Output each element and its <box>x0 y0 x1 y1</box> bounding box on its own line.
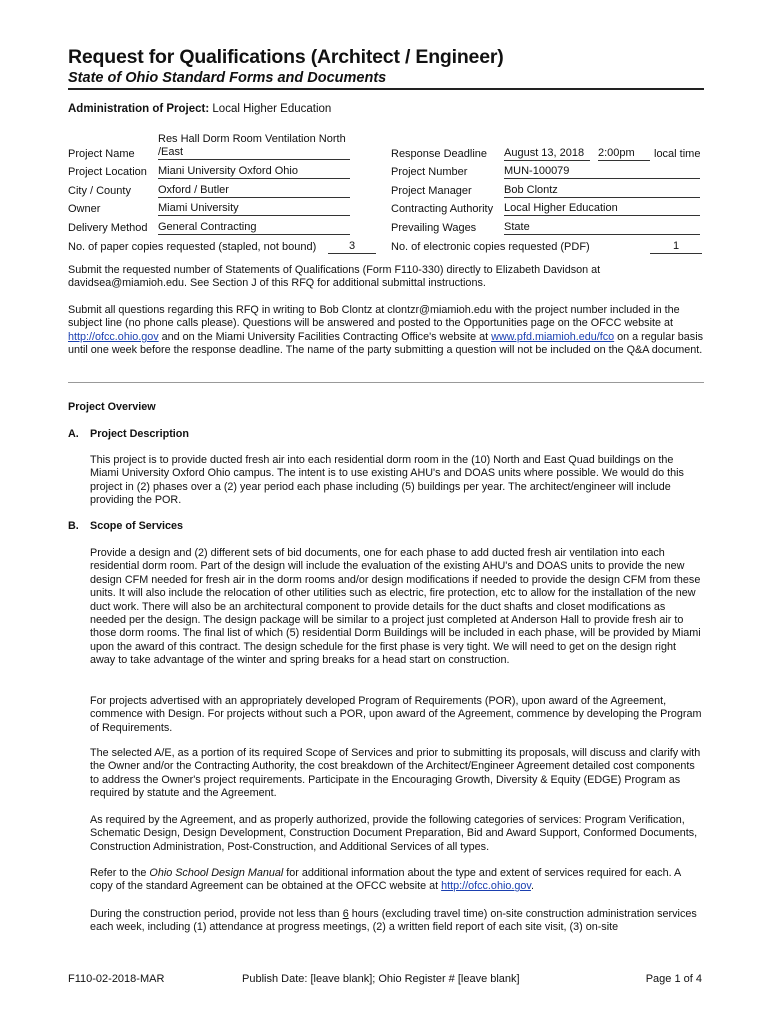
project-name-label: Project Name <box>68 148 135 160</box>
project-location-label: Project Location <box>68 166 147 178</box>
prevailing-wages-label: Prevailing Wages <box>391 222 477 234</box>
paper-copies-value: 3 <box>328 240 376 254</box>
project-location-value: Miani University Oxford Ohio <box>158 165 350 179</box>
response-deadline-label: Response Deadline <box>391 148 488 160</box>
section-b-marker: B. <box>68 520 79 532</box>
city-county-label: City / County <box>68 185 131 197</box>
submission-paragraph: Submit the requested number of Statements of Qualifications (Form F110-330) directly to Elizabeth Davidson at davidsea@miamioh.edu. See Section J of this RFQ for additional submittal instructions. <box>68 264 601 290</box>
footer-publish-info: Publish Date: [leave blank]; Ohio Register # [leave blank] <box>242 973 520 985</box>
project-name-value-line1: Res Hall Dorm Room Ventilation North <box>158 133 346 145</box>
section-a-heading: Project Description <box>90 428 189 440</box>
prevailing-wages-value: State <box>504 221 700 235</box>
scope-paragraph-2: For projects advertised with an appropriately developed Program of Requirements (POR), upon award of the Agreement, commence with Design. For projects without such a POR, upon award of the Agreement, commence by developing the Program of Requirements. <box>90 695 702 734</box>
onsite-hours-value: 6 <box>342 908 349 920</box>
scope-paragraph-6 <box>90 908 702 935</box>
response-deadline-date: August 13, 2018 <box>504 147 590 161</box>
admin-label: Administration of Project: <box>68 103 210 115</box>
delivery-method-label: Delivery Method <box>68 222 148 234</box>
contracting-authority-label: Contracting Authority <box>391 203 494 215</box>
ofcc-website-link[interactable]: http://ofcc.ohio.gov <box>68 330 159 343</box>
electronic-copies-label: No. of electronic copies requested (PDF) <box>391 241 590 253</box>
owner-label: Owner <box>68 203 101 215</box>
delivery-method-value: General Contracting <box>158 221 350 235</box>
scope-paragraph-5 <box>90 867 702 894</box>
footer-page-number: Page 1 of 4 <box>645 973 702 985</box>
city-county-value: Oxford / Butler <box>158 184 350 198</box>
page-title: Request for Qualifications (Architect / Engineer) <box>68 46 504 68</box>
page-subtitle: State of Ohio Standard Forms and Documents <box>68 70 387 86</box>
response-deadline-suffix: local time <box>654 148 701 160</box>
scope-p5-text-c: . <box>530 880 534 893</box>
footer-form-id: F110-02-2018-MAR <box>68 973 165 985</box>
project-number-value: MUN-100079 <box>504 165 700 179</box>
scope-p5-text-a: Refer to the <box>90 867 150 879</box>
questions-paragraph <box>68 304 704 358</box>
scope-paragraph-1: Provide a design and (2) different sets of bid documents, one for each phase to add ducted fresh air ventilation into each residential dorm room. Part of the design will include the evaluation of the existing AHU's and DOAS units to provide the new design CFM needed for fresh air in the dorm rooms and/or design modifications if needed to provide the design CFM from these units. It will also include the relocation of other utilities such as electric, fire protection, etc to allow for the installation of the new duct work. There will also be an architectural component to provide details for the duct shafts and closet modifications as needed per the design. The design package will be similar to a project just completed at Anderson Hall to provide fresh air to those dorm rooms. The final list of which (5) residential Dorm Buildings will be included in each phase, will be provided by Miami upon the award of this contract. The design schedule for the first phase is very tight. We will need to get on the design right away to take advantage of the winter and spring breaks for a head start on construction. <box>90 547 701 667</box>
questions-text-3: on a regular basis until one week before the response deadline. The name of the party submitting a question will not be included on the Q&A document. <box>68 330 703 357</box>
contracting-authority-value: Local Higher Education <box>504 202 700 216</box>
electronic-copies-value: 1 <box>650 240 702 254</box>
scope-paragraph-3: The selected A/E, as a portion of its required Scope of Services and prior to submitting its proposals, will discuss and clarify with the Owner and/or the Contracting Authority, the cost breakdown of the Architect/Engineer Agreement detailed cost components to address the Owner's project requirements. Participate in the Encouraging Growth, Diversity & Equity (EDGE) Program as required by statute and the Agreement. <box>90 747 701 800</box>
admin-value: Local Higher Education <box>212 103 332 115</box>
administration-line <box>68 103 331 115</box>
scope-paragraph-4: As required by the Agreement, and as properly authorized, provide the following categories of services: Program Verification, Schematic Design, Design Development, Construction Document Preparation, Bid and Award Support, Conformed Documents, Construction Administration, Post-Construction, and Additional Services of all types. <box>90 814 698 853</box>
miami-fco-link[interactable]: www.pfd.miamioh.edu/fco <box>491 330 615 343</box>
ofcc-agreement-link[interactable]: http://ofcc.ohio.gov <box>441 880 531 893</box>
design-manual-title: Ohio School Design Manual <box>149 867 284 879</box>
paper-copies-label: No. of paper copies requested (stapled, not bound) <box>68 241 317 253</box>
owner-value: Miami University <box>158 202 350 216</box>
project-overview-heading: Project Overview <box>68 401 156 413</box>
questions-text-1: Submit all questions regarding this RFQ in writing to Bob Clontz at clontzr@miamioh.edu with the project number included in the subject line (no phone calls please). Questions will be answered and posted to the Opportunities page on the OFCC website at <box>68 304 680 330</box>
project-manager-label: Project Manager <box>391 185 472 197</box>
section-divider <box>68 382 704 383</box>
questions-text-2: and on the Miami University Facilities Contracting Office's website at <box>158 330 492 343</box>
project-name-value-line2: /East <box>158 146 350 160</box>
scope-p6-text-a: During the construction period, provide not less than <box>90 908 343 920</box>
title-divider <box>68 88 704 90</box>
project-manager-value: Bob Clontz <box>504 184 700 198</box>
section-b-heading: Scope of Services <box>90 520 184 532</box>
section-a-marker: A. <box>68 428 79 440</box>
scope-p5-text-b: for additional information about the type and extent of services required for each. A copy of the standard Agreement can be obtained at the OFCC website at <box>90 867 681 893</box>
response-deadline-time: 2:00pm <box>598 147 650 161</box>
project-number-label: Project Number <box>391 166 468 178</box>
project-description-text: This project is to provide ducted fresh air into each residential dorm room in the (10) North and East Quad buildings on the Miami University Oxford Ohio campus. The intent is to use existing AHU's and DOAS units where possible. We would do this project in (2) phases over a (2) year period each phase including (5) buildings per year. The architect/engineer will include providing the POR. <box>90 454 684 507</box>
scope-p6-text-b: hours (excluding travel time) on-site construction administration services each week, including (1) attendance at progress meetings, (2) a written field report of each site visit, (3) on-site <box>90 908 697 934</box>
